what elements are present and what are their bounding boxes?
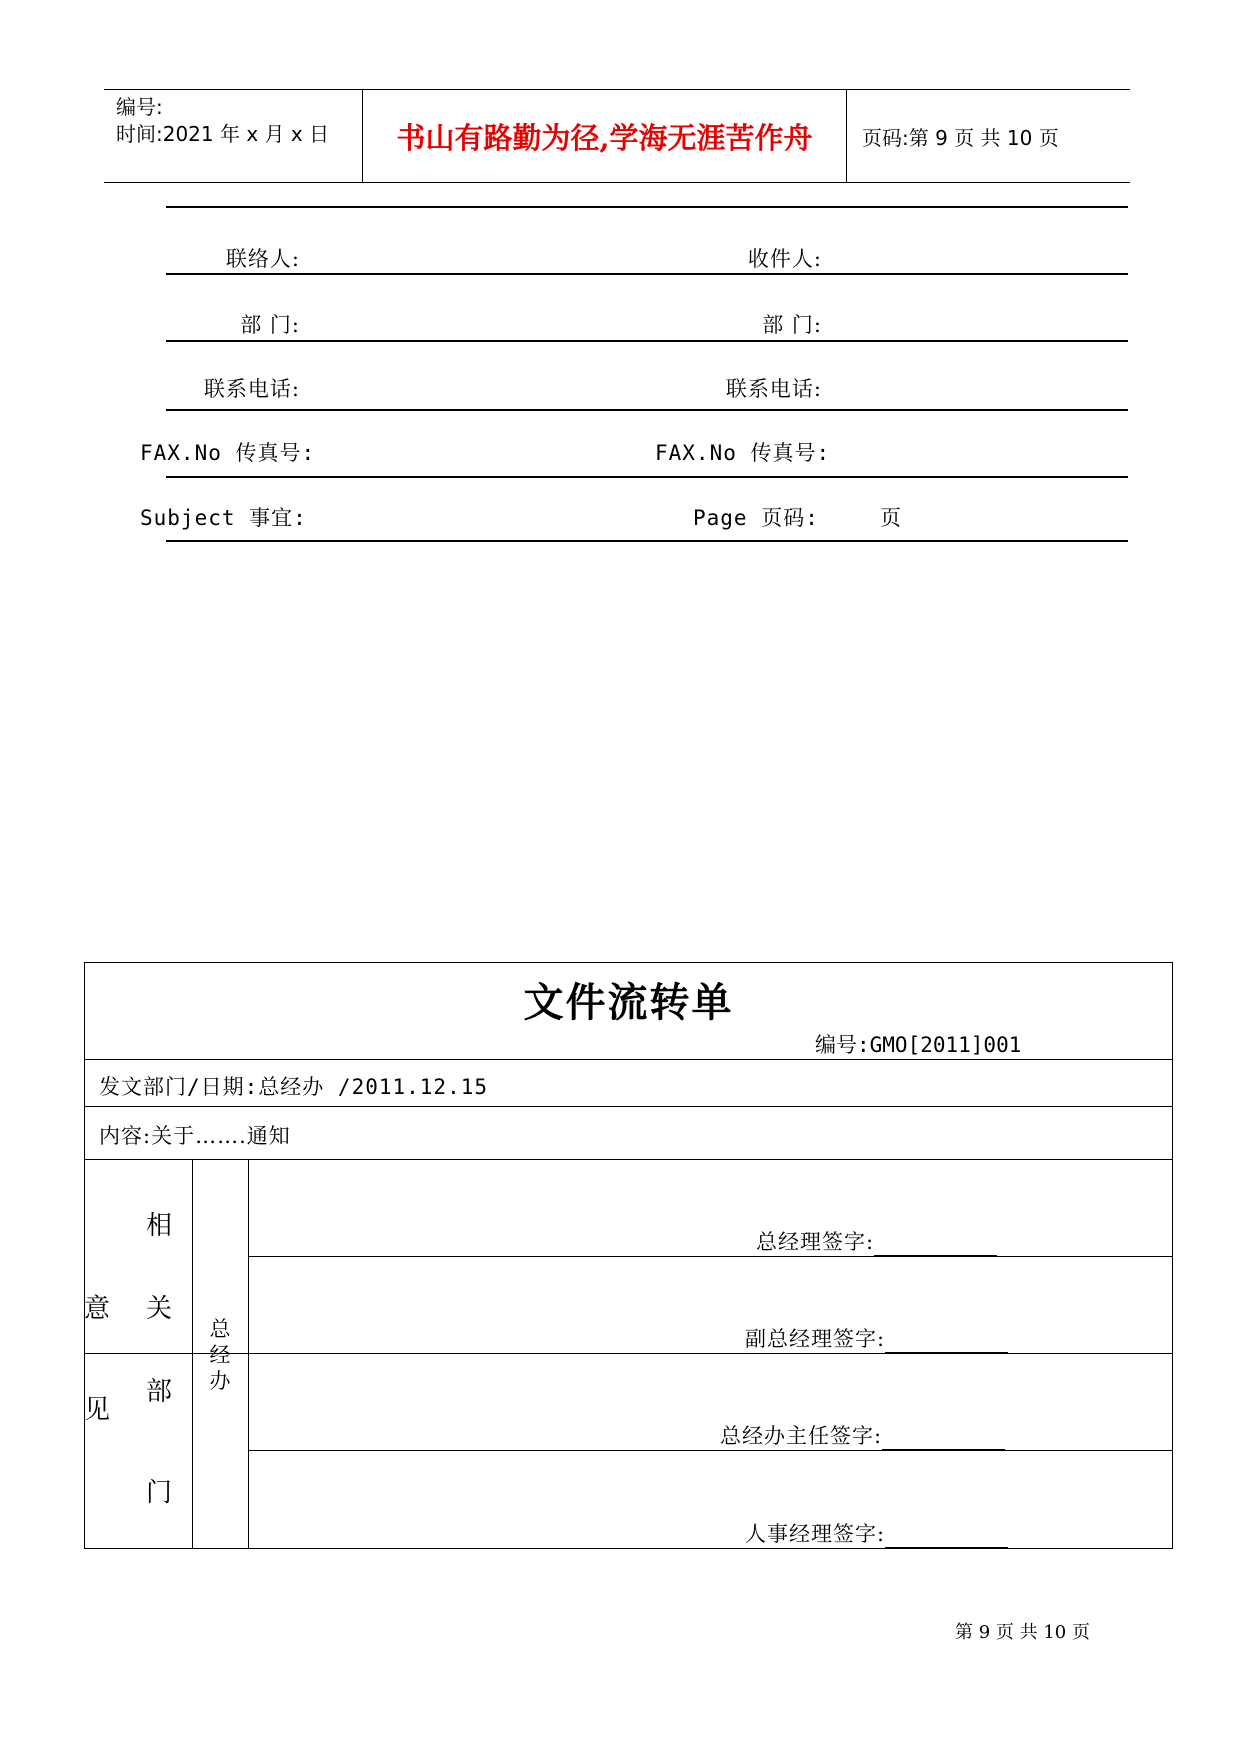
row-divider	[85, 1059, 1172, 1060]
office-char-2: 经	[209, 1343, 231, 1367]
form-line	[166, 340, 1128, 342]
signature-deputy-gm-blank[interactable]	[885, 1330, 1008, 1353]
content-row: 内容:关于…….通知	[99, 1124, 291, 1148]
signature-gm-label: 总经理签字:	[756, 1230, 875, 1254]
signature-gm-blank[interactable]	[874, 1233, 997, 1256]
header-number-label: 编号:	[116, 95, 163, 119]
related-char-2: 关	[146, 1294, 173, 1324]
footer-page-number: 第 9 页 共 10 页	[955, 1622, 1090, 1643]
signature-deputy-gm	[745, 1323, 1008, 1353]
page-field-label: Page 页码:	[693, 506, 819, 530]
form-line	[166, 206, 1128, 208]
signature-office-director-blank[interactable]	[882, 1427, 1005, 1450]
department-label-right: 部 门:	[762, 313, 822, 337]
opinion-char-2: 见	[84, 1395, 111, 1425]
signature-hr-manager-label: 人事经理签字:	[745, 1522, 886, 1546]
signature-deputy-gm-label: 副总经理签字:	[745, 1327, 886, 1351]
fax-label-left: FAX.No 传真号:	[140, 441, 316, 465]
form-line	[166, 540, 1128, 542]
header-page-label: 页码:第 9 页 共 10 页	[862, 125, 1059, 150]
subject-label: Subject 事宜:	[140, 506, 307, 530]
page-header	[104, 89, 1130, 183]
signature-divider	[248, 1450, 1172, 1451]
signature-divider	[248, 1256, 1172, 1257]
header-meta	[116, 94, 329, 148]
related-char-4: 门	[146, 1478, 173, 1508]
phone-label-right: 联系电话:	[725, 377, 822, 401]
department-label-left: 部 门:	[240, 313, 300, 337]
signature-gm	[756, 1226, 997, 1256]
header-divider	[846, 90, 847, 182]
signature-hr-manager-blank[interactable]	[885, 1525, 1008, 1548]
dept-date-row: 发文部门/日期:总经办 /2011.12.15	[99, 1075, 489, 1099]
related-char-3: 部	[146, 1377, 173, 1407]
office-char-1: 总	[209, 1317, 231, 1341]
file-flow-sheet	[84, 962, 1173, 1354]
related-char-1: 相	[146, 1211, 173, 1241]
contact-label: 联络人:	[225, 247, 300, 271]
signature-office-director-label: 总经办主任签字:	[720, 1424, 883, 1448]
signature-hr-manager	[745, 1518, 1008, 1548]
form-line	[166, 476, 1128, 478]
signature-office-director	[720, 1420, 1005, 1450]
header-divider	[362, 90, 363, 182]
form-line	[166, 409, 1128, 411]
flow-sheet-number: 编号:GMO[2011]001	[815, 1033, 1022, 1057]
recipient-label: 收件人:	[747, 247, 822, 271]
fax-label-right: FAX.No 传真号:	[655, 441, 831, 465]
phone-label-left: 联系电话:	[203, 377, 300, 401]
opinion-char-1: 意	[84, 1294, 111, 1324]
form-line	[166, 273, 1128, 275]
office-char-3: 办	[209, 1369, 231, 1393]
header-motto: 书山有路勤为径,学海无涯苦作舟	[396, 120, 813, 155]
page-unit: 页	[880, 506, 902, 530]
flow-sheet-title: 文件流转单	[523, 979, 734, 1026]
header-date-label: 时间:2021 年 x 月 x 日	[116, 122, 330, 146]
row-divider	[85, 1106, 1172, 1107]
